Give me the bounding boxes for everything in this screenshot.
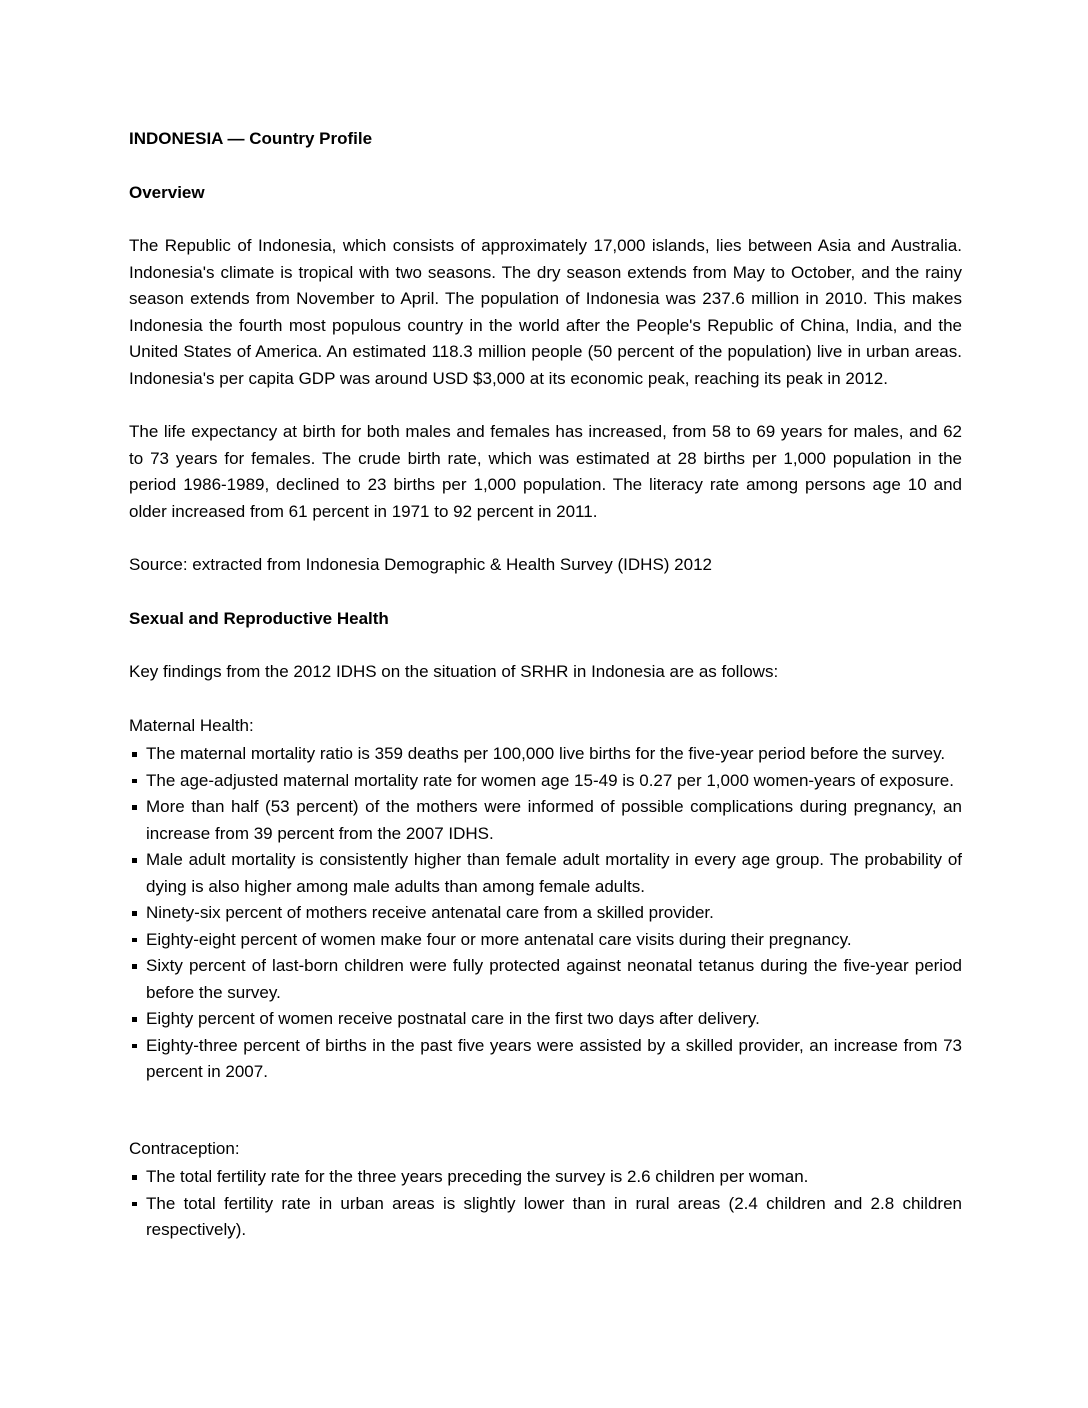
maternal-health-list xyxy=(129,741,962,1086)
list-item-text: Sixty percent of last-born children were fully protected against neonatal tetanus during the five-year period before the survey. xyxy=(146,956,962,1002)
list-item-text: More than half (53 percent) of the mothers were informed of possible complications during pregnancy, an increase from 39 percent from the 2007 IDHS. xyxy=(146,797,962,843)
document-content xyxy=(129,126,962,1271)
list-item xyxy=(129,741,962,768)
list-item-text: Ninety-six percent of mothers receive antenatal care from a skilled provider. xyxy=(146,903,714,922)
section-heading-overview: Overview xyxy=(129,182,205,202)
list-item xyxy=(129,927,962,954)
bullet-icon xyxy=(132,938,137,943)
maternal-health-group xyxy=(129,713,962,1086)
bullet-icon xyxy=(132,805,137,810)
bullet-icon xyxy=(132,1202,137,1207)
list-item xyxy=(129,794,962,847)
bullet-icon xyxy=(132,1175,137,1180)
list-item-text: Eighty-eight percent of women make four or more antenatal care visits during their pregnancy. xyxy=(146,929,852,949)
list-label-contraception: Contraception: xyxy=(129,1138,240,1158)
bullet-icon xyxy=(132,964,137,969)
list-item-text: The maternal mortality ratio is 359 deaths per 100,000 live births for the five-year period before the survey. xyxy=(146,744,946,763)
bullet-icon xyxy=(132,752,137,757)
list-item xyxy=(129,953,962,1006)
list-item xyxy=(129,847,962,900)
list-item xyxy=(129,768,962,795)
bullet-icon xyxy=(132,1044,137,1049)
source-line: Source: extracted from Indonesia Demographic & Health Survey (IDHS) 2012 xyxy=(129,555,712,574)
paragraph-overview-2: The life expectancy at birth for both males and females has increased, from 58 to 69 years for males, and 62 to 73 years for females. The crude birth rate, which was estimated at 28 births per 1,000 population in the period 1986-1989, declined to 23 births per 1,000 population. The literacy rate among persons age 10 and older increased from 61 percent in 1971 to 92 percent in 2011. xyxy=(129,422,962,521)
list-item xyxy=(129,900,962,927)
contraception-list xyxy=(129,1164,962,1244)
list-item-text: Male adult mortality is consistently higher than female adult mortality in every age group. The probability of dying is also higher among male adults than among female adults. xyxy=(146,850,962,896)
list-item-text: The total fertility rate for the three years preceding the survey is 2.6 children per woman. xyxy=(146,1167,809,1186)
bullet-icon xyxy=(132,858,137,863)
bullet-icon xyxy=(132,779,137,784)
key-findings-intro: Key findings from the 2012 IDHS on the situation of SRHR in Indonesia are as follows: xyxy=(129,662,779,681)
section-heading-srh: Sexual and Reproductive Health xyxy=(129,608,389,628)
document-title: INDONESIA — Country Profile xyxy=(129,129,373,148)
list-item-text: The total fertility rate in urban areas is slightly lower than in rural areas (2.4 children and 2.8 children respectively). xyxy=(146,1193,962,1239)
bullet-icon xyxy=(132,1017,137,1022)
paragraph-overview-1: The Republic of Indonesia, which consists of approximately 17,000 islands, lies between Asia and Australia. Indonesia's climate is tropical with two seasons. The dry season extends from May to October, and the rainy season extends from November to April. The population of Indonesia was 237.6 million in 2010. This makes Indonesia the fourth most populous country in the world after the People's Republic of China, India, and the United States of America. An estimated 118.3 million people (50 percent of the population) live in urban areas. Indonesia's per capita GDP was around USD $3,000 at its economic peak, reaching its peak in 2012. xyxy=(129,236,962,388)
list-item xyxy=(129,1006,962,1033)
list-item xyxy=(129,1164,962,1191)
bullet-icon xyxy=(132,911,137,916)
list-item xyxy=(129,1033,962,1086)
contraception-group xyxy=(129,1136,962,1244)
list-item-text: The age-adjusted maternal mortality rate for women age 15-49 is 0.27 per 1,000 women-years of exposure. xyxy=(146,770,954,790)
list-item xyxy=(129,1191,962,1244)
list-item-text: Eighty-three percent of births in the past five years were assisted by a skilled provider, an increase from 73 percent in 2007. xyxy=(146,1035,962,1081)
list-label-maternal-health: Maternal Health: xyxy=(129,715,254,735)
list-item-text: Eighty percent of women receive postnatal care in the first two days after delivery. xyxy=(146,1009,760,1028)
